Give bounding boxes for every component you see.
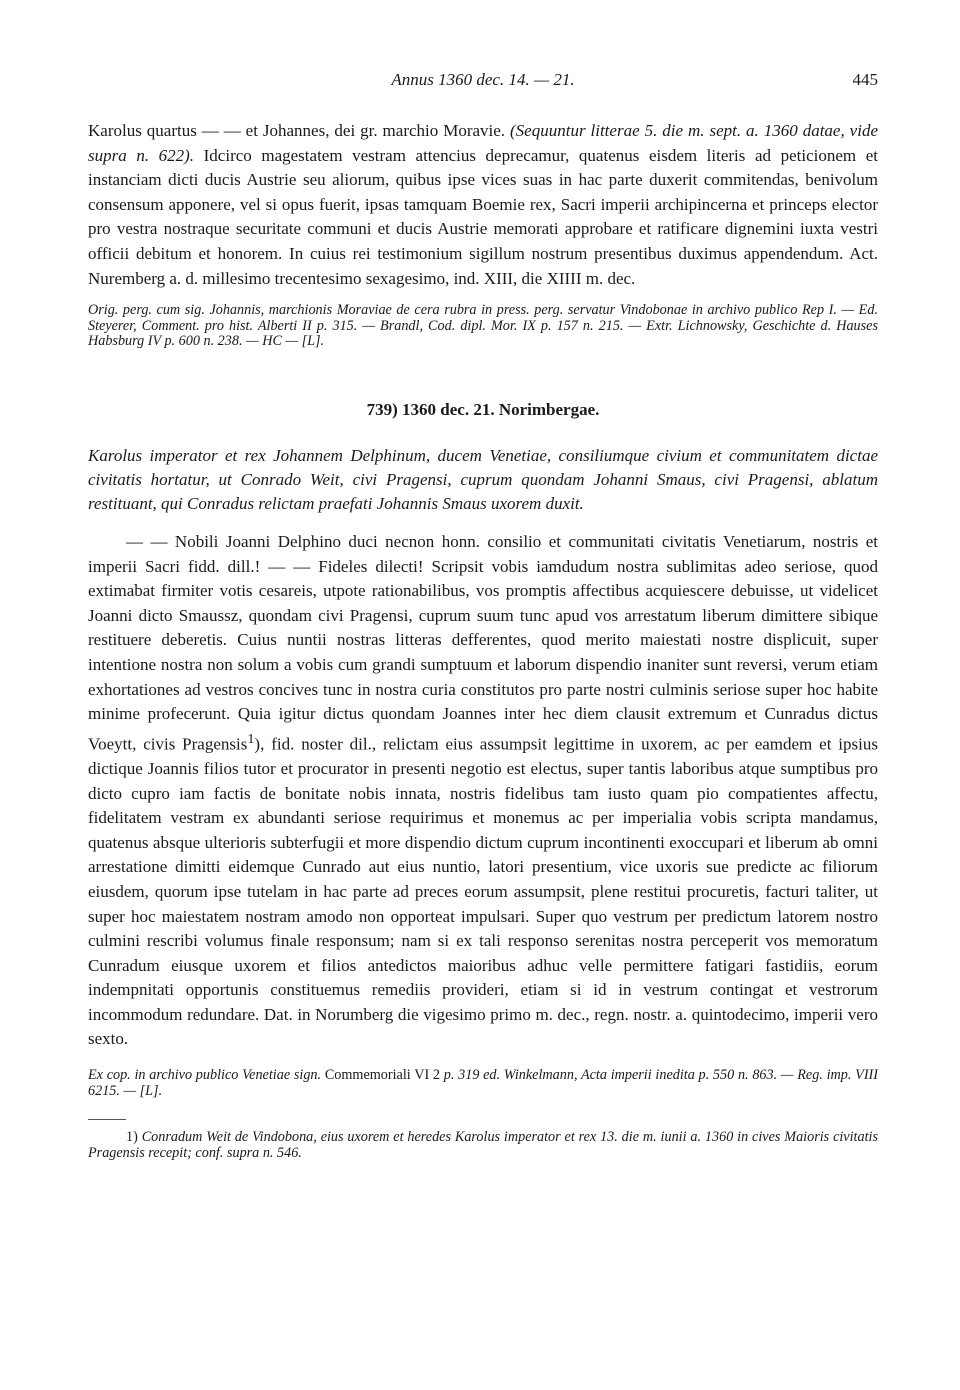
footnote-reference: 1 — [247, 730, 255, 747]
footnote-text: Conradum Weit de Vindobona, eius uxorem et heredes Karolus imperator et rex 13. die m. iunii a. 1360 in cives Maioris civitatis Pragensis recepit; conf. supra n. 546. — [88, 1129, 878, 1161]
continued-document-text — [88, 119, 878, 291]
note-segment-upright: Commemoriali VI 2 — [324, 1067, 440, 1084]
footnote — [88, 1130, 878, 1161]
note-segment: Ex cop. in archivo publico Venetiae sign. — [88, 1067, 325, 1084]
page-header — [88, 70, 878, 96]
footnote-marker: 1) — [126, 1129, 138, 1146]
document-regest: Karolus imperator et rex Johannem Delphinum, ducem Venetiae, consiliumque civium et communitatem dictae civitatis hortatur, ut Conrado Weit, civi Pragensi, cuprum quondam Johanni Smaus, civi Pragensi, ablatum restituant, qui Conradus relictam praefati Johannis Smaus uxorem duxit. — [88, 445, 878, 513]
editorial-insert: (Sequuntur litterae 5. die m. sept. a. 1360 datae, vide supra n. 622). — [88, 121, 878, 165]
text-segment: ), fid. noster dil., relictam eius assumpsit legittime in uxorem, ac per eamdem et ipsius dictique Joannis filios tutor et procurator in presenti negotio est electus, super tantis laboribus atque sumptibus pro dicto cupro iam factis de bonitate nobis innata, nostris fidelibus tam iusto quam pio compatientes affectu, fidelitatem vestram ex abundanti seriose requirimus et monemus ac per imperialia vobis scripta mandamus, quatenus absque ulterioris subterfugii et more dispendio dictum cuprum incontinenti exoccupari et liberum ab omni arrestatione dimitti eidemque Cunrado aut eius nuntio, latori presentium, vice uxoris sue predicte ac filiorum eiusdem, quorum ipse tutelam in hac parte ad preces eorum assumpsit, plene restitui procuretis, facturi taliter, ut super hoc maiestatem nostram amodo non opporteat impulsari. Super quo vestrum per predictum latorem nostro culmini rescribi volumus finale responsum; nam si ex tali responso serenitas nostra perceperit vos memoratum Cunradum eiusque uxorem et filios antedictos maioribus adhuc velle permittere fatigari fastidiis, eorum indempnitati opportunis constituemus remediis provideri, etiam si id in vestrum contingat et vestrorum incommodum redundare. Dat. in Norumberg die vigesimo primo m. dec., regn. nostr. a. quintodecimo, imperii vero sexto. — [88, 734, 878, 1049]
source-note: Orig. perg. cum sig. Johannis, marchionis Moraviae de cera rubra in press. perg. servatur Vindobonae in archivo publico Rep I. — Ed. Steyerer, Comment. pro hist. Alberti II p. 315. — Brandl, Cod. dipl. Mor. IX p. 157 n. 215. — Extr. Lichnowsky, Geschichte d. Hauses Habsburg IV p. 600 n. 238. — HC — [L]. — [88, 302, 878, 350]
text-segment: Karolus quartus — — et Johannes, dei gr. marchio Moravie. — [88, 121, 511, 140]
text-segment: Idcirco magestatem vestram attencius deprecamur, quatenus eisdem literis ad peticionem et instanciam dicti ducis Austrie seu aliorum, quibus ipse vices suas in hac parte duxerit commitendas, benivolum consensum apponere, vel si opus fuerit, ipsas tamquam Boemie rex, Sacri imperii archipincerna et princeps elector pro vestra nostraque securitate communi et ducis Austrie memorati approbare et ratificare dignemini iuxta vestri officii debitum et honorem. In cuius rei testimonium sigillum nostrum presentibus duximus appendendum. Act. Nuremberg a. d. millesimo trecentesimo sexagesimo, ind. XIII, die XIIII m. dec. — [88, 145, 878, 288]
note-segment: p. 319 ed. Winkelmann, Acta imperii inedita p. 550 n. 863. — Reg. imp. VIII 6215. — [L]. — [88, 1067, 878, 1099]
page-content — [88, 119, 878, 1161]
source-note — [88, 1068, 878, 1099]
text-segment: — — Nobili Joanni Delphino duci necnon honn. consilio et communitati civitatis Venetiarum, nostris et imperii Sacri fidd. dill.! — — Fideles dilecti! Scripsit vobis iamdudum nostra sublimitas adeo seriose, quod extimabat firmiter votis cesareis, utpote rationabilibus, vos promptis affectibus acquiescere debuisse, ut videlicet Joanni dicto Smaussz, quondam civi Pragensi, cuprum suum tunc apud vos arrestatum liberum dimittere sibique restituere deberetis. Cuius nuntii nostras litteras defferentes, quod merito maiestati nostre displicuit, super intentione nostra non solum a vobis cum grandi sumptuum et laborum dispendio inaniter sunt reversi, verum etiam exhortationes ad vestros concives tunc in nostra curia constitutos pro parte nostri culminis seriose super hoc habite minime profecerunt. Quia igitur dictus quondam Joannes inter hec diem clausit extremum et Cunradus dictus Voeytt, civis Pragensis — [88, 531, 878, 754]
document-heading: 739) 1360 dec. 21. Norimbergae. — [366, 399, 600, 419]
footnote-divider — [88, 1119, 126, 1120]
document-text — [88, 530, 878, 1052]
running-head: Annus 1360 dec. 14. — 21. — [391, 70, 575, 89]
page-number: 445 — [852, 70, 878, 89]
